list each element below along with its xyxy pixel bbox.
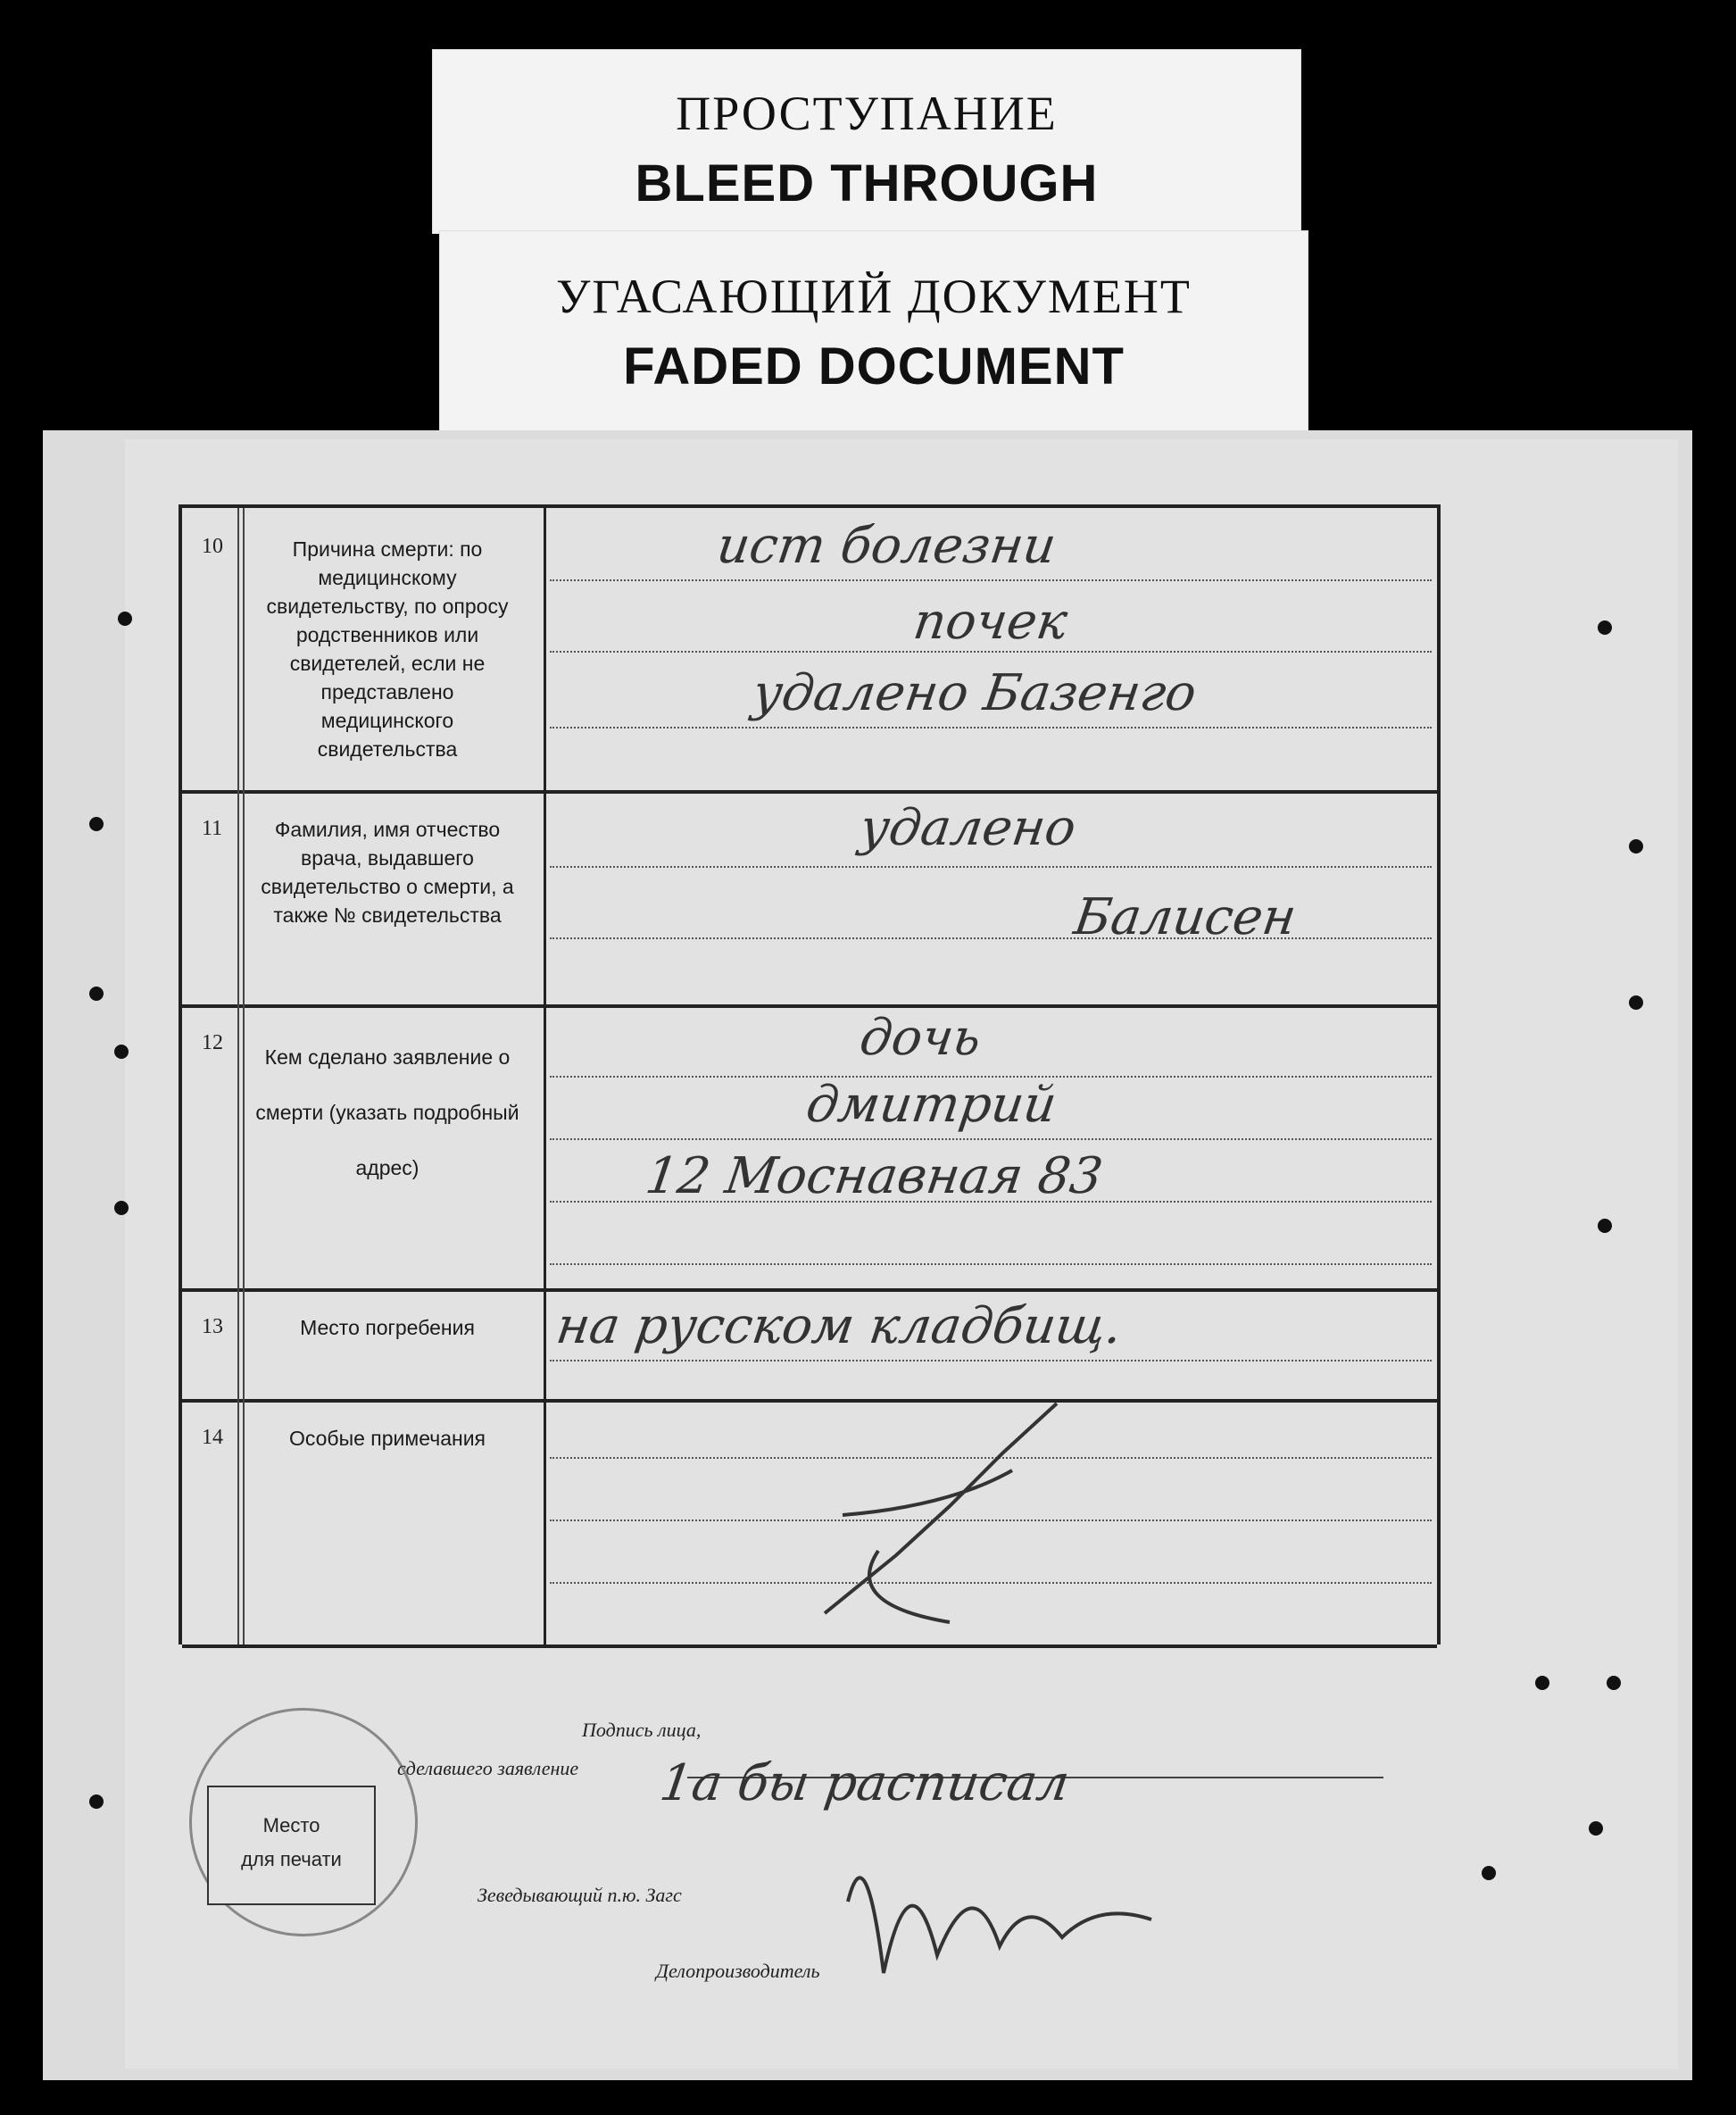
bleed-through-ru: ПРОСТУПАНИЕ (676, 87, 1058, 140)
punch-hole (89, 817, 104, 831)
punch-hole (89, 987, 104, 1001)
punch-hole (89, 1794, 104, 1809)
row-number: 14 (202, 1426, 223, 1449)
punch-hole (1598, 620, 1612, 635)
handwritten-entry: почек (910, 593, 1071, 651)
row-label: Особые примечания (288, 1427, 486, 1450)
row-cause-of-death (182, 508, 1437, 794)
applicant-signature-label-2: сделавшего заявление (397, 1757, 579, 1779)
faded-document-ru: УГАСАЮЩИЙ ДОКУМЕНТ (556, 270, 1192, 323)
handwritten-entry: на русском кладбищ. (552, 1297, 1126, 1355)
bleed-through-card (432, 49, 1301, 234)
strike-through-mark (718, 1399, 1092, 1640)
row-label: Место погребения (300, 1316, 475, 1339)
punch-hole (1598, 1219, 1612, 1233)
punch-hole (114, 1045, 129, 1059)
punch-hole (1607, 1676, 1621, 1690)
row-doctor (182, 790, 1437, 1008)
punch-hole (1482, 1866, 1496, 1880)
row-number: 10 (202, 535, 223, 558)
row-number: 13 (202, 1315, 223, 1338)
handwritten-entry: дочь (856, 1009, 985, 1067)
punch-hole (1535, 1676, 1549, 1690)
handwritten-entry: ист болезни (713, 517, 1060, 575)
row-label: Кем сделано заявление о смерти (указать подробный адрес) (255, 1045, 519, 1179)
row-label: Причина смерти: по медицинскому свидетельству, по опросу родственников или свидетелей, если не представлено медицинского свидетельства (266, 537, 509, 761)
handwritten-entry: дмитрий (802, 1076, 1060, 1134)
punch-hole (118, 612, 132, 626)
handwritten-entry: Балисен (1070, 888, 1300, 946)
stamp-label-1: Место (262, 1814, 320, 1836)
row-applicant (182, 1004, 1437, 1292)
faded-document-en: FADED DOCUMENT (623, 337, 1125, 396)
punch-hole (114, 1201, 129, 1215)
row-burial-place (182, 1288, 1437, 1403)
punch-hole (1589, 1821, 1603, 1836)
row-number: 12 (202, 1031, 223, 1054)
handwritten-entry: удалено Базенго (749, 664, 1200, 722)
applicant-signature-label: Подпись лица, (582, 1719, 702, 1741)
bleed-through-en: BLEED THROUGH (635, 154, 1099, 212)
punch-hole (1629, 839, 1643, 853)
faded-document-card (439, 230, 1308, 436)
applicant-signature: 1а бы расписал (656, 1754, 1074, 1812)
signature-scribble (830, 1794, 1187, 2009)
stamp-label-2: для печати (241, 1848, 342, 1870)
handwritten-entry: удалено (856, 799, 1080, 857)
row-special-notes (182, 1399, 1437, 1648)
clerk-label: Делопроизводитель (656, 1960, 820, 1982)
handwritten-entry: 12 Моснавная 83 (642, 1147, 1107, 1205)
row-number: 11 (202, 817, 223, 840)
punch-hole (1629, 995, 1643, 1010)
registrar-label: Зеведывающий п.ю. Загс (478, 1884, 682, 1906)
death-record-form (179, 504, 1441, 1645)
stamp-placeholder (207, 1786, 376, 1905)
row-label: Фамилия, имя отчество врача, выдавшего свидетельство о смерти, а также № свидетельства (261, 818, 514, 927)
